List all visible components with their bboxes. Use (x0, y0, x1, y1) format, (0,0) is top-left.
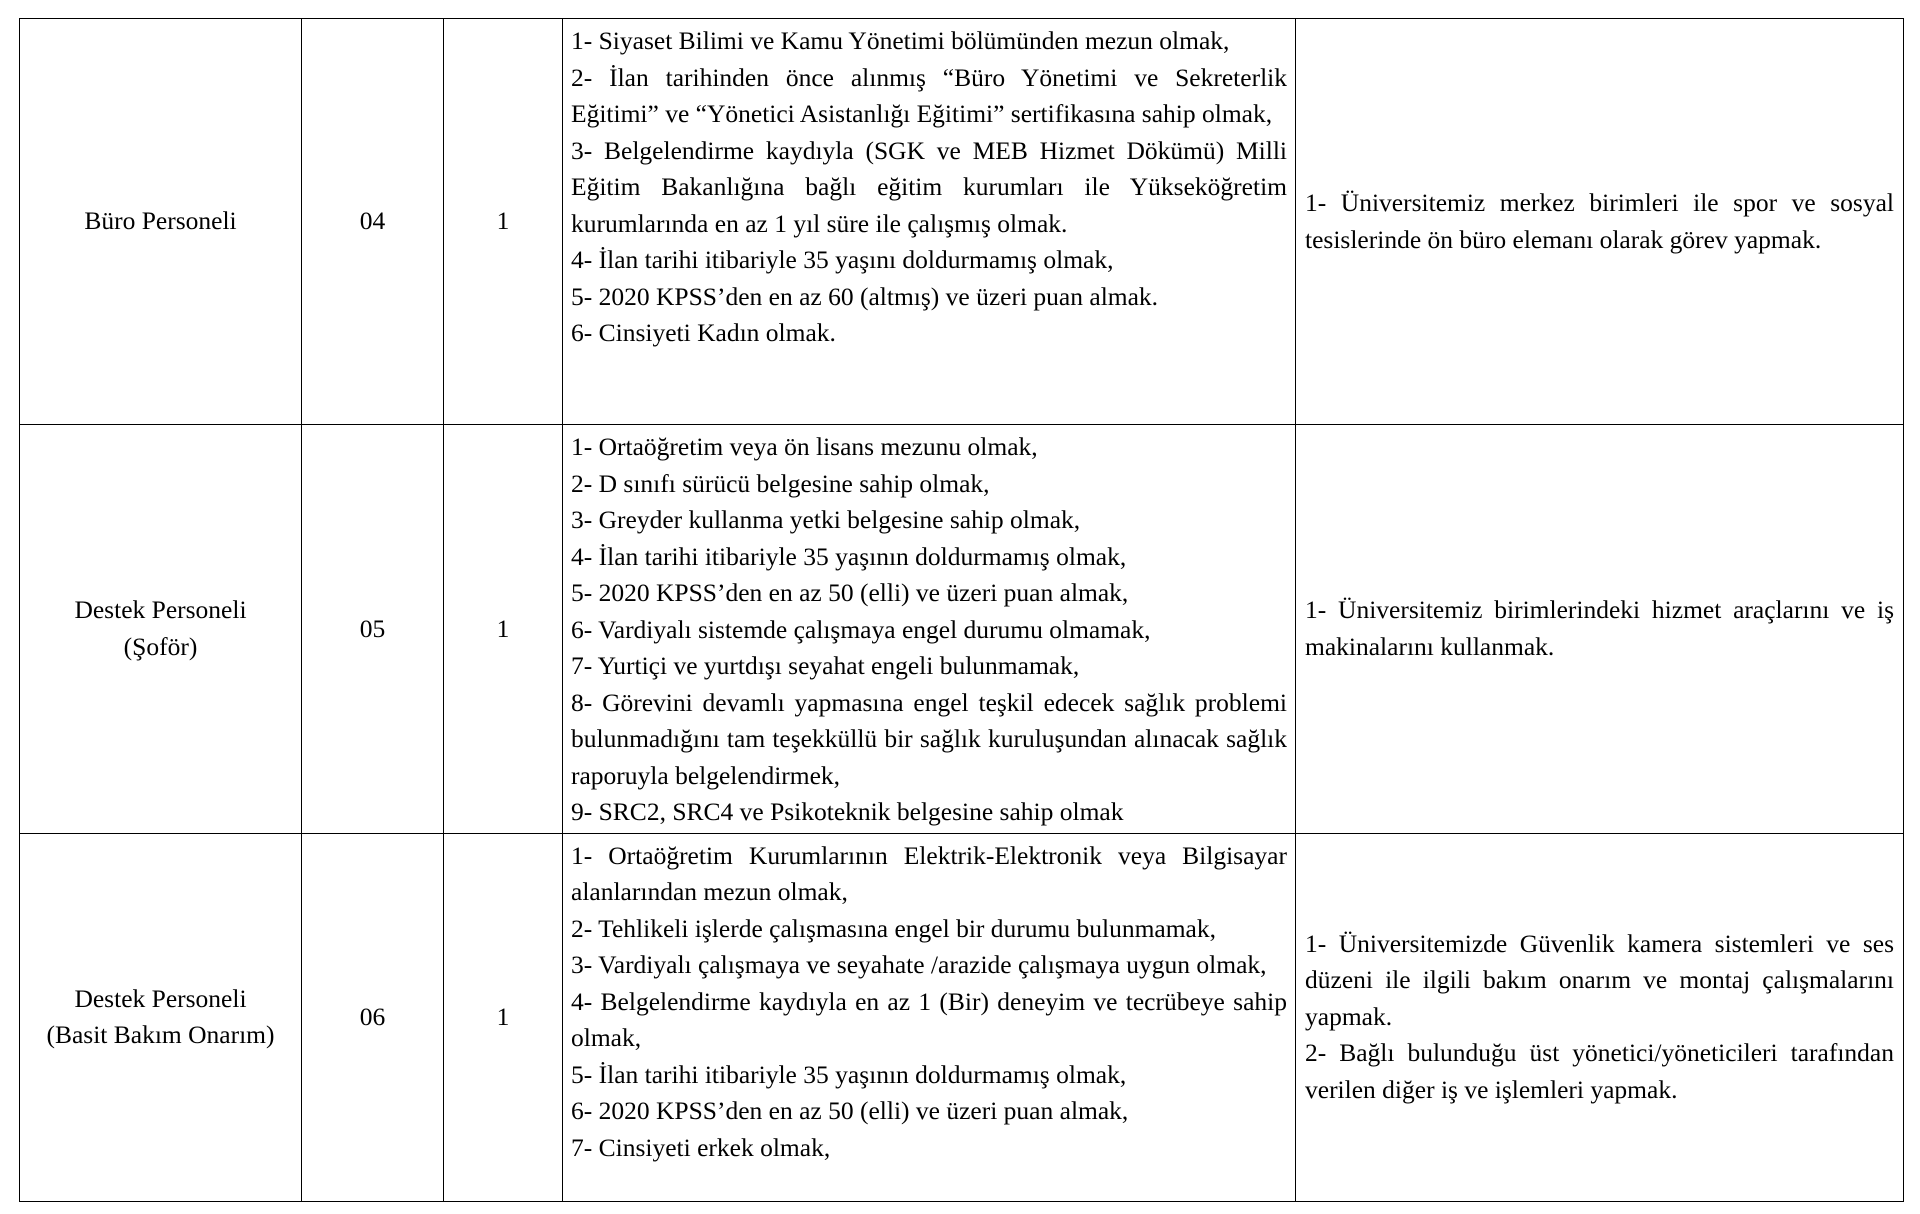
duty-item: 2- Bağlı bulunduğu üst yönetici/yöneticileri tarafından verilen diğer iş ve işlemleri yapmak. (1305, 1038, 1894, 1104)
position-code-cell (302, 19, 444, 425)
duties-cell (1296, 19, 1904, 425)
position-count: 1 (496, 206, 510, 236)
position-title-cell (20, 19, 302, 425)
requirement-item: 6- 2020 KPSS’den en az 50 (elli) ve üzeri puan almak, (571, 1096, 1129, 1125)
position-code: 05 (359, 613, 386, 643)
requirement-item: 1- Ortaöğretim veya ön lisans mezunu olmak, (571, 432, 1038, 461)
position-title: Büro Personeli (84, 206, 237, 236)
position-count: 1 (496, 1001, 510, 1031)
table-row (20, 19, 1904, 425)
requirement-item: 4- Belgelendirme kaydıyla en az 1 (Bir) deneyim ve tecrübeye sahip olmak, (571, 986, 1287, 1052)
duty-item: 1- Üniversitemizde Güvenlik kamera sistemleri ve ses düzeni ile ilgili bakım onarım ve montaj çalışmalarını yapmak. (1305, 928, 1894, 1031)
requirements-cell (563, 425, 1296, 834)
requirement-item: 2- Tehlikeli işlerde çalışmasına engel bir durumu bulunmamak, (571, 913, 1216, 943)
duties-cell (1296, 833, 1904, 1201)
table-row (20, 833, 1904, 1201)
requirement-item: 3- Vardiyalı çalışmaya ve seyahate /arazide çalışmaya uygun olmak, (571, 950, 1267, 979)
requirement-item: 1- Ortaöğretim Kurumlarının Elektrik-Elektronik veya Bilgisayar alanlarından mezun olmak, (571, 840, 1287, 906)
position-count-cell (444, 19, 563, 425)
requirement-item: 5- İlan tarihi itibariyle 35 yaşının doldurmamış olmak, (571, 1059, 1127, 1089)
requirement-item: 8- Görevini devamlı yapmasına engel teşkil edecek sağlık problemi bulunmadığını tam teşekküllü bir sağlık kuruluşundan alınacak sağlık raporuyla belgelendirmek, (571, 687, 1287, 790)
requirement-item: 7- Yurtiçi ve yurtdışı seyahat engeli bulunmamak, (571, 651, 1080, 680)
position-subtitle: (Şoför) (123, 631, 198, 661)
position-subtitle: (Basit Bakım Onarım) (46, 1020, 275, 1049)
position-code-cell (302, 425, 444, 834)
duty-item: 1- Üniversitemiz merkez birimleri ile spor ve sosyal tesislerinde ön büro elemanı olarak görev yapmak. (1305, 188, 1894, 254)
position-code: 06 (359, 1001, 386, 1031)
table-row (20, 425, 1904, 834)
position-code: 04 (359, 206, 386, 236)
position-count-cell (444, 425, 563, 834)
requirements-cell (563, 19, 1296, 425)
position-title: Destek Personeli (74, 595, 247, 625)
position-count-cell (444, 833, 563, 1201)
requirement-item: 3- Greyder kullanma yetki belgesine sahip olmak, (571, 505, 1081, 534)
requirement-item: 1- Siyaset Bilimi ve Kamu Yönetimi bölümünden mezun olmak, (571, 26, 1230, 55)
duties-cell (1296, 425, 1904, 834)
requirement-item: 4- İlan tarihi itibariyle 35 yaşını doldurmamış olmak, (571, 245, 1114, 274)
requirement-item: 9- SRC2, SRC4 ve Psikoteknik belgesine sahip olmak (571, 797, 1124, 826)
position-title-cell (20, 425, 302, 834)
requirement-item: 5- 2020 KPSS’den en az 50 (elli) ve üzeri puan almak, (571, 578, 1129, 607)
position-code-cell (302, 833, 444, 1201)
requirement-item: 6- Vardiyalı sistemde çalışmaya engel durumu olmamak, (571, 614, 1151, 644)
requirement-item: 4- İlan tarihi itibariyle 35 yaşının doldurmamış olmak, (571, 541, 1127, 571)
position-count: 1 (496, 613, 510, 643)
requirement-item: 7- Cinsiyeti erkek olmak, (571, 1132, 831, 1162)
requirement-item: 3- Belgelendirme kaydıyla (SGK ve MEB Hizmet Dökümü) Milli Eğitim Bakanlığına bağlı eğitim kurumları ile Yükseköğretim kurumlarında en az 1 yıl süre ile çalışmış olmak. (571, 135, 1287, 238)
position-title: Destek Personeli (74, 983, 247, 1013)
requirement-item: 2- D sınıfı sürücü belgesine sahip olmak, (571, 468, 990, 498)
requirement-item: 2- İlan tarihinden önce alınmış “Büro Yönetimi ve Sekreterlik Eğitimi” ve “Yönetici Asistanlığı Eğitimi” sertifikasına sahip olmak, (571, 62, 1287, 128)
requirements-cell (563, 833, 1296, 1201)
requirement-item: 6- Cinsiyeti Kadın olmak. (571, 318, 836, 347)
duty-item: 1- Üniversitemiz birimlerindeki hizmet araçlarını ve iş makinalarını kullanmak. (1305, 595, 1894, 661)
requirement-item: 5- 2020 KPSS’den en az 60 (altmış) ve üzeri puan almak. (571, 281, 1159, 311)
job-positions-table (19, 18, 1904, 1202)
position-title-cell (20, 833, 302, 1201)
